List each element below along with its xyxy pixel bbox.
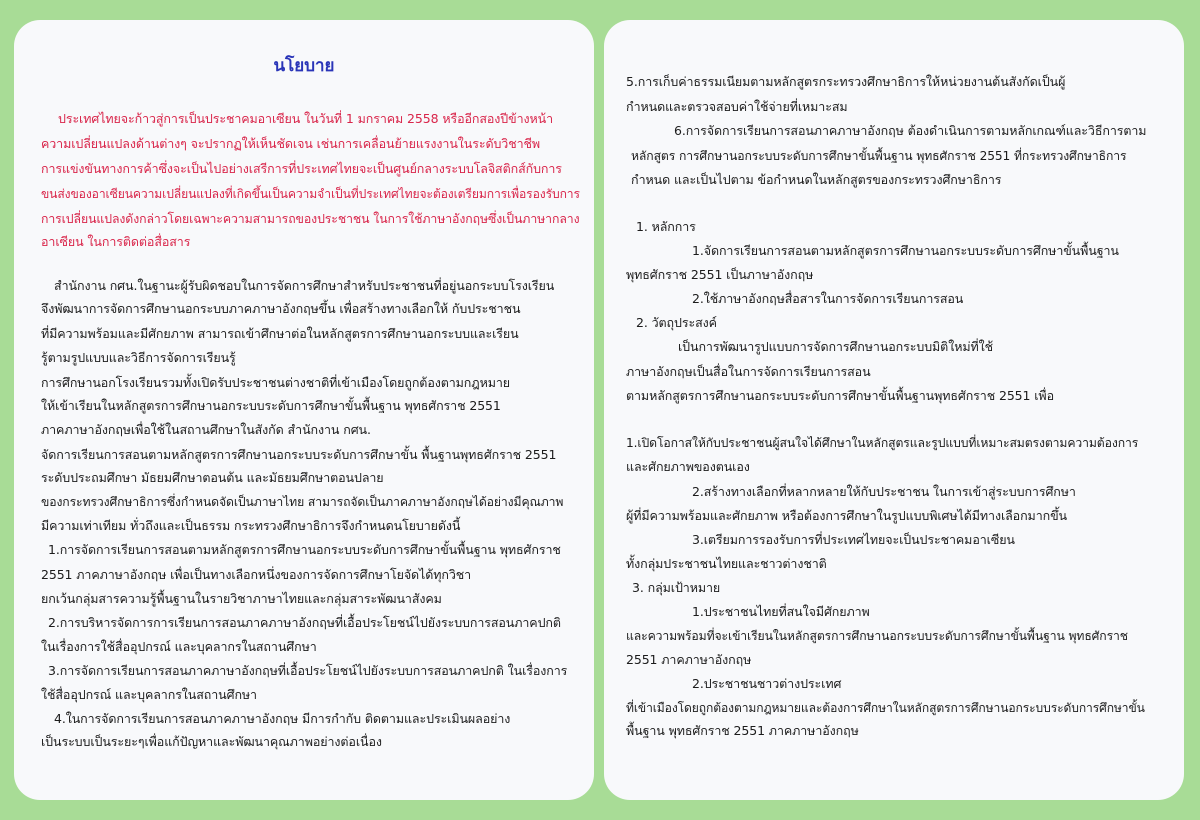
body-line: และความพร้อมที่จะเข้าเรียนในหลักสูตรการศึกษานอกระบบระดับการศึกษาขั้นพื้นฐาน พุทธศักราช xyxy=(626,629,1128,643)
body-line: จัดการเรียนการสอนตามหลักสูตรการศึกษานอกระบบระดับการศึกษาขั้น พื้นฐานพุทธศักราช 2551 xyxy=(41,447,557,462)
body-line: เป็นระบบเป็นระยะๆเพื่อแก้ปัญหาและพัฒนาคุณภาพอย่างต่อเนื่อง xyxy=(41,734,382,749)
body-line: หลักสูตร การศึกษานอกระบบระดับการศึกษาขั้นพื้นฐาน พุทธศักราช 2551 ที่กระทรวงศึกษาธิการ xyxy=(631,149,1127,163)
body-line: 1.จัดการเรียนการสอนตามหลักสูตรการศึกษานอกระบบระดับการศึกษาขั้นพื้นฐาน xyxy=(692,243,1119,258)
body-line: ยกเว้นกลุ่มสารความรู้พื้นฐานในรายวิชาภาษาไทยและกลุ่มสาระพัฒนาสังคม xyxy=(41,591,442,606)
right-panel xyxy=(604,20,1184,800)
body-line: ที่มีความพร้อมและมีศักยภาพ สามารถเข้าศึกษาต่อในหลักสูตรการศึกษานอกระบบและเรียน xyxy=(41,326,519,341)
intro-line: ความเปลี่ยนแปลงด้านต่างๆ จะปรากฏให้เห็นชัดเจน เช่นการเคลื่อนย้ายแรงงานในระดับวิชาชีพ xyxy=(41,136,541,151)
body-line: 2.สร้างทางเลือกที่หลากหลายให้กับประชาชน ในการเข้าสู่ระบบการศึกษา xyxy=(692,484,1076,499)
left-panel xyxy=(14,20,594,800)
intro-line: ขนส่งของอาเซียนความเปลี่ยนแปลงที่เกิดขึ้นเป็นความจำเป็นที่ประเทศไทยจะต้องเตรียมการเพื่อรองรับการ xyxy=(41,187,580,201)
page-title: นโยบาย xyxy=(273,56,335,76)
body-line: 3.การจัดการเรียนการสอนภาคภาษาอังกฤษที่เอื้อประโยชน์ไปยังระบบการสอนภาคปกติ ในเรื่องการ xyxy=(48,663,568,678)
intro-line: ประเทศไทยจะก้าวสู่การเป็นประชาคมอาเซียน ในวันที่ 1 มกราคม 2558 หรืออีกสองปีข้างหน้า xyxy=(58,111,554,126)
body-line: ที่เข้าเมืองโดยถูกต้องตามกฎหมายและต้องการศึกษาในหลักสูตรการศึกษานอกระบบระดับการศึกษาขั้น xyxy=(626,701,1145,715)
section-heading: 1. หลักการ xyxy=(636,219,696,234)
body-line: 5.การเก็บค่าธรรมเนียมตามหลักสูตรกระทรวงศึกษาธิการให้หน่วยงานต้นสังกัดเป็นผู้ xyxy=(626,74,1066,89)
body-line: ผู้ที่มีความพร้อมและศักยภาพ หรือต้องการศึกษาในรูปแบบพิเศษได้มีทางเลือกมากขึ้น xyxy=(626,508,1067,523)
body-line: 3.เตรียมการรองรับการที่ประเทศไทยจะเป็นประชาคมอาเซียน xyxy=(692,532,1015,547)
body-line: มีความเท่าเทียม ทั่วถึงและเป็นธรรม กระทรวงศึกษาธิการจึงกำหนดนโยบายดังนี้ xyxy=(41,518,461,533)
intro-line: การเปลี่ยนแปลงดังกล่าวโดยเฉพาะความสามารถของประชาชน ในการใช้ภาษาอังกฤษซึ่งเป็นภาษากลาง xyxy=(41,211,580,226)
body-line: 2.ใช้ภาษาอังกฤษสื่อสารในการจัดการเรียนการสอน xyxy=(692,291,964,306)
body-line: 2.ประชาชนชาวต่างประเทศ xyxy=(692,676,842,691)
body-line: การศึกษานอกโรงเรียนรวมทั้งเปิดรับประชาชนต่างชาติที่เข้าเมืองโดยถูกต้องตามกฎหมาย xyxy=(41,375,510,390)
body-line: ของกระทรวงศึกษาธิการซึ่งกำหนดจัดเป็นภาษาไทย สามารถจัดเป็นภาคภาษาอังกฤษได้อย่างมีคุณภาพ xyxy=(41,495,564,509)
body-line: รู้ตามรูปแบบและวิธีการจัดการเรียนรู้ xyxy=(41,350,236,365)
body-line: พุทธศักราช 2551 เป็นภาษาอังกฤษ xyxy=(626,267,814,282)
body-line: สำนักงาน กศน.ในฐานะผู้รับผิดชอบในการจัดการศึกษาสำหรับประชาชนที่อยู่นอกระบบโรงเรียน xyxy=(54,278,555,293)
body-line: ใช้สื่ออุปกรณ์ และบุคลากรในสถานศึกษา xyxy=(41,687,257,702)
body-line: ระดับประถมศึกษา มัธยมศึกษาตอนต้น และมัธยมศึกษาตอนปลาย xyxy=(41,470,384,485)
body-line: 2.การบริหารจัดการการเรียนการสอนภาคภาษาอังกฤษที่เอื้อประโยชน์ไปยังระบบการสอนภาคปกติ xyxy=(48,615,561,630)
body-line: 1.เปิดโอกาสให้กับประชาชนผู้สนใจได้ศึกษาในหลักสูตรและรูปแบบที่เหมาะสมตรงตามความต้องการ xyxy=(626,436,1139,450)
section-heading: 2. วัตถุประสงค์ xyxy=(636,315,717,330)
body-line: 6.การจัดการเรียนการสอนภาคภาษาอังกฤษ ต้องดำเนินการตามหลักเกณฑ์และวิธีการตาม xyxy=(674,123,1147,138)
section-heading: 3. กลุ่มเป้าหมาย xyxy=(632,580,721,595)
body-line: ภาคภาษาอังกฤษเพื่อใช้ในสถานศึกษาในสังกัด สำนักงาน กศน. xyxy=(41,422,371,437)
body-line: ตามหลักสูตรการศึกษานอกระบบระดับการศึกษาขั้นพื้นฐานพุทธศักราช 2551 เพื่อ xyxy=(626,388,1054,403)
body-line: กำหนดและตรวจสอบค่าใช้จ่ายที่เหมาะสม xyxy=(626,99,848,114)
body-line: 4.ในการจัดการเรียนการสอนภาคภาษาอังกฤษ มีการกำกับ ติดตามและประเมินผลอย่าง xyxy=(54,711,511,726)
body-line: 1.การจัดการเรียนการสอนตามหลักสูตรการศึกษานอกระบบระดับการศึกษาขั้นพื้นฐาน พุทธศักราช xyxy=(48,542,561,557)
body-line: 2551 ภาคภาษาอังกฤษ เพื่อเป็นทางเลือกหนึ่งของการจัดการศึกษาโยจัดได้ทุกวิชา xyxy=(41,567,472,582)
intro-line: การแข่งขันทางการค้าซึ่งจะเป็นไปอย่างเสรีการที่ประเทศไทยจะเป็นศูนย์กลางระบบโลจิสติกส์กับการ xyxy=(41,161,562,176)
body-line: ทั้งกลุ่มประชาชนไทยและชาวต่างชาติ xyxy=(626,556,827,571)
intro-line: อาเซียน ในการติดต่อสื่อสาร xyxy=(41,234,191,249)
body-line: ในเรื่องการใช้สื่ออุปกรณ์ และบุคลากรในสถานศึกษา xyxy=(41,639,317,654)
body-line: และศักยภาพของตนเอง xyxy=(626,459,750,474)
body-line: 1.ประชาชนไทยที่สนใจมีศักยภาพ xyxy=(692,604,870,619)
body-line: กำหนด และเป็นไปตาม ข้อกำหนดในหลักสูตรของกระทรวงศึกษาธิการ xyxy=(631,172,1002,187)
body-line: ภาษาอังกฤษเป็นสื่อในการจัดการเรียนการสอน xyxy=(626,364,871,379)
body-line: 2551 ภาคภาษาอังกฤษ xyxy=(626,652,752,667)
body-line: เป็นการพัฒนารูปแบบการจัดการศึกษานอกระบบมิติใหม่ที่ใช้ xyxy=(678,339,994,354)
body-line: จึงพัฒนาการจัดการศึกษานอกระบบภาคภาษาอังกฤษขึ้น เพื่อสร้างทางเลือกให้ กับประชาชน xyxy=(41,301,521,316)
body-line: ให้เข้าเรียนในหลักสูตรการศึกษานอกระบบระดับการศึกษาขั้นพื้นฐาน พุทธศักราช 2551 xyxy=(41,398,501,413)
body-line: พื้นฐาน พุทธศักราช 2551 ภาคภาษาอังกฤษ xyxy=(626,723,859,738)
